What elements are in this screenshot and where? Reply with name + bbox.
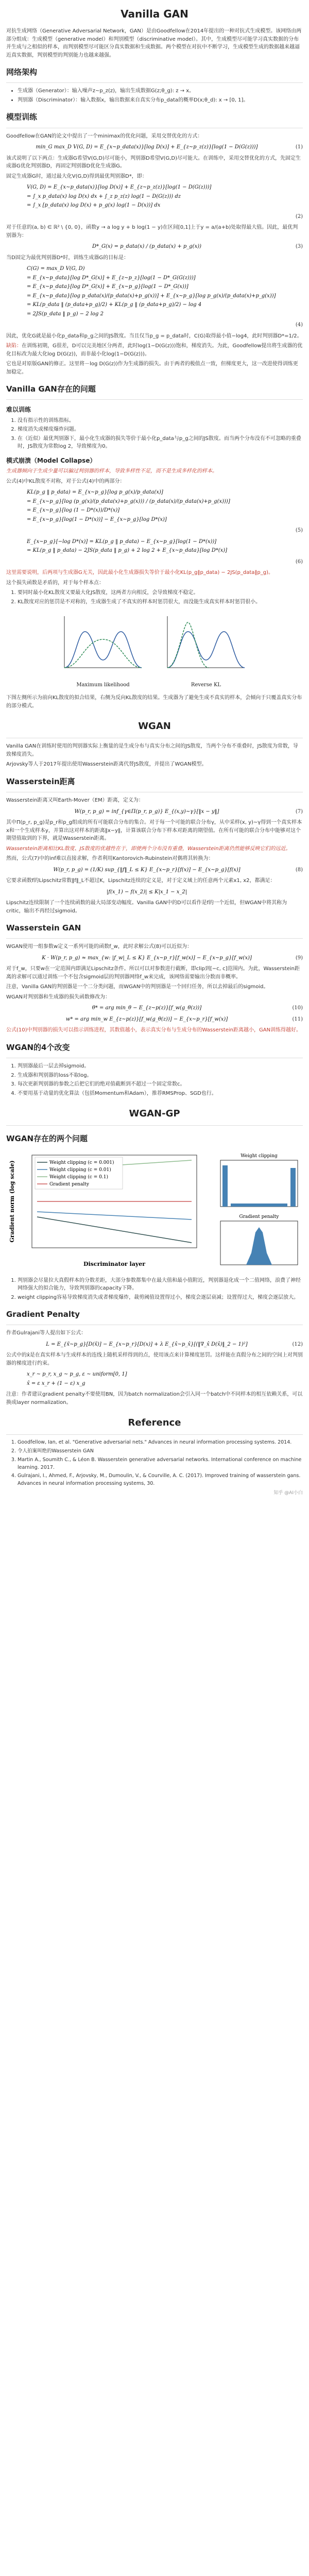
chart-legend [35, 1157, 123, 1189]
equation-block: C(G) = max_D V(G, D) = E_{x∼p_data}[log D*_G(x)] + E_{z∼p_z}[log(1 − D*_G(G(z)))] = E_{x∼p_data}[log D*_G(x)] + E_{x∼p_g}[log(1 − D*_G(x))] = E_{x∼p_data}[log p_data(x)/(p_data(x)+p_g(x))] + E_{x∼p_g}[log p_g(x)/(p_data(x)+p_g(x))] = KL(p_data ‖ (p_data+p_g)/2) + KL(p_g ‖ (p_data+p_g)/2) − log 4 = 2JS(p_data ‖ p_g) − 2 log 2 [27, 266, 276, 317]
histogram-bar [290, 1168, 296, 1207]
paragraph: Arjovsky等人于2017年提出使用Wasserstein距离代替JS散度，并提出了WGAN模型。 [6, 761, 207, 768]
paragraph: 然而，公式(7)中的inf难以直接求解，作者利用Kantorovich-Rubinstein对偶将其转换为： [6, 856, 214, 862]
equation-block: V(G, D) = E_{x∼p_data(x)}[log D(x)] + E_{z∼p_z(z)}[log(1 − D(G(z)))] = ∫_x p_data(x) log D(x) dx + ∫_z p_z(z) log(1 − D(G(z))) dz = ∫_x [p_data(x) log D(x) + p_g(x) log(1 − D(x))] dx [27, 184, 212, 208]
weight-histogram-plot [215, 1150, 303, 1268]
gradient-norm-chart [6, 1150, 202, 1268]
histogram-bar [231, 1204, 287, 1207]
highlight-paragraph: Wasserstein距离相比KL散度、JS散度的优越性在于，即使两个分布没有重叠，Wasserstein距离仍然能够反映它们的远近。 [6, 845, 291, 852]
reference-heading: Reference [128, 1417, 181, 1429]
paragraph: 因此，优化G就是最小化p_data和p_g之间的JS散度。当且仅当p_g = p_data时，C(G)取得最小值−log4，此时判别器D*=1/2。 [6, 333, 302, 339]
figure-panel-right [162, 611, 250, 689]
equation-number: (5) [295, 528, 303, 534]
list-item: 1. 要同时最小化KL散度又要最大化JS散度，这两者方向相反，会导致梯度不稳定。 [18, 589, 303, 597]
paragraph: 该式说明了以下两点：生成器G希望V(G,D)尽可能小，判别器D希望V(G,D)尽可能大。在训练中，采用交替优化的方式，先固定生成器G优化判别器D，再固定判别器D优化生成器G。 [6, 155, 301, 169]
subheading: Gradient Penalty [6, 1310, 80, 1319]
y-axis-label: Gradient norm (log scale) [9, 1160, 15, 1243]
paragraph: 这个损失函数是矛盾的，对于每个样本点： [6, 580, 104, 586]
wgangp-figure [6, 1150, 303, 1272]
reference-item[interactable]: 2. 令人拍案叫绝的Wasserstein GAN [18, 1448, 303, 1455]
list-item: 1. 没有指示性的训练指标。 [18, 417, 303, 425]
problems-list [6, 417, 303, 451]
list-item: 2. 生成器和判别器的loss不取log。 [18, 1072, 303, 1080]
equation-block: x_r ∼ p_r, x_g ∼ p_g, ε ∼ uniform[0, 1] x̂ = ε x_r + (1 − ε) x_g [27, 1371, 127, 1386]
equation: min_G max_D V(G, D) = E_{x∼p_data(x)}[log D(x)] + E_{z∼p_z(z)}[log(1 − D(G(z)))] (1) [36, 144, 303, 150]
paragraph: 固定生成器G时，通过最大化V(G,D)得到最优判别器D*，即： [6, 173, 147, 179]
legend-entry: Weight clipping (c = 0.001) [49, 1160, 114, 1166]
list-item: 1. 判别器会尽量拉大真假样本的分数差距，大部分参数都集中在最大值和最小值附近，判别器退化成一个二值网络，浪费了神经网络强大的拟合能力，导致判别器的capacity下降。 [18, 1277, 303, 1293]
legend-entry: Weight clipping (c = 0.1) [49, 1175, 109, 1180]
histogram-title: Gradient penalty [239, 1214, 279, 1220]
list-item: 3. 在（近似）最优判别器下，最小化生成器的损失等价于最小化p_data与p_g之间的JS散度。而当两个分布没有不可忽略的重叠时，JS散度为常数log 2，导致梯度为0。 [18, 435, 303, 451]
paragraph: 它要求函数f的Lipschitz常数‖f‖_L不超过K，Lipschitz连续的定义是，对于定义域上的任意两个元素x1, x2，都满足： [6, 878, 276, 884]
list-item: • 生成器（Generator）：输入噪声z∼p_z(z)，输出生成数据G(z;θ_g): z → x。 [18, 87, 303, 95]
equation: W(p_r, p_g) = (1/K) sup_{‖f‖_L ≤ K} E_{x∼p_r}[f(x)] − E_{x∼p_g}[f(x)] (8) [53, 867, 303, 873]
equation-block: E_{x∼p_g}[−log D*(x)] = KL(p_g ‖ p_data) − E_{x∼p_g}[log(1 − D*(x))] = KL(p_g ‖ p_data) − 2JS(p_data ‖ p_g) + 2 log 2 + E_{x∼p_data}[log D*(x)] [27, 538, 228, 554]
highlight-paragraph: 这里需要说明，后两项与生成器G无关，因此最小化生成器损失等价于最小化KL(p_g‖p_data) − 2JS(p_data‖p_g)。 [6, 570, 274, 576]
highlight-paragraph: 公式(10)中判别器的损失可以指示训练进程，其数值越小，表示真实分布与生成分布的Wasserstein距离越小，GAN训练得越好。 [6, 1027, 302, 1033]
reverse-kl-plot [162, 611, 250, 678]
mode-collapse-list [6, 589, 303, 606]
paragraph: 注意：作者建议gradient penalty不要使用BN，因为batch normalization会引入同一个batch中不同样本的相互依赖关系，可以换成layer normalization。 [6, 1392, 303, 1405]
wgangp-problems-list [6, 1277, 303, 1302]
paragraph: 它也是对原版GAN的修正。这里将－log D(G(z))作为生成器的损失。由于两者的极值点一致，但梯度更大，这一改进使得训练更加稳定。 [6, 361, 298, 375]
paragraph: WGAN对判别器和生成器的损失函数修改为： [6, 994, 110, 1000]
figure-caption: Reverse KL [191, 682, 221, 688]
list-item: 3. 每次更新判别器的参数之后把它们的绝对值截断到不超过一个固定常数c。 [18, 1080, 303, 1089]
paragraph: 对于任意的(a, b) ∈ ℝ² \ {0, 0}，函数y → a log y + b log(1 − y)在区间[0,1]上于y = a/(a+b)处取得最大值。因此，最优判别器为： [6, 225, 298, 239]
network-heading: 网络架构 [6, 67, 38, 77]
paragraph: 作者Gulrajani等人提出如下公式： [6, 1330, 87, 1336]
legend-entry: Gradient penalty [49, 1182, 89, 1188]
equation: W(p_r, p_g) = inf_{γ∈Π(p_r, p_g)} E_{(x,y)∼γ}[‖x − y‖] (7) [74, 808, 303, 815]
equation-number: (4) [295, 322, 303, 328]
equation: w* = arg min_w E_{z∼p(z)}[f_w(g_θ(z))] − E_{x∼p_r}[f_w(x)] (11) [65, 1016, 303, 1022]
equation: L = E_{x̃∼p_g}[D(x̃)] − E_{x∼p_r}[D(x)] + λ E_{x̂∼p_x̂}[(‖∇_x̂ D(x̂)‖_2 − 1)²] (12) [46, 1341, 303, 1347]
equation: D*_G(x) = p_data(x) / (p_data(x) + p_g(x)) (3) [92, 244, 303, 249]
equation: K · W(p_r, p_g) ≈ max_{w: |f_w|_L ≤ K} E_{x∼p_r}[f_w(x)] − E_{x∼p_g}[f_w(x)] (9) [42, 955, 303, 961]
highlight-paragraph: 生成器倾向于生成少量可以骗过判别器的样本，导致多样性不足，而不是生成多样化的样本。 [6, 468, 217, 474]
divider [6, 82, 303, 83]
watermark: 知乎 @AI小白 [273, 1490, 303, 1496]
list-item: 2. KL散度对应的惩罚是不对称的，生成器生成了不真实的样本时惩罚很大，而没能生成真实样本时惩罚很小。 [18, 598, 303, 606]
paragraph: WGAN使用一组参数w定义一系列可能的函数f_w，此时求解公式(8)可以近似为： [6, 944, 193, 950]
wgangp-heading: WGAN-GP [129, 1108, 180, 1120]
wgan-changes-list [6, 1062, 303, 1097]
reference-item[interactable]: 3. Martin A., Soumith C., & Léon B. Wasserstein generative adversarial networks. International conference on machine learning. 2017. [18, 1456, 303, 1471]
equation-number: (6) [295, 558, 303, 565]
divider [6, 399, 303, 400]
list-item: 1. 判别器最后一层去掉sigmoid。 [18, 1062, 303, 1071]
list-item: 2. weight clipping容易导致梯度消失或者梯度爆炸，裁剪阈值设置得过小，梯度会逐层衰减；设置得过大，梯度会逐层放大。 [18, 1294, 303, 1302]
page-title: Vanilla GAN [121, 8, 188, 20]
paragraph: 缺陷：在训练初期，G很差，D可以完美地区分两者，此时log(1−D(G(z)))饱和，梯度消失。为此，Goodfellow提出将生成器的优化目标改为最大化log D(G(z))，而非最小化log(1−D(G(z)))。 [6, 343, 303, 357]
paragraph: Goodfellow在GAN的论文中提出了一个minimax的优化问题，采用交替优化的方式： [6, 133, 203, 139]
series-line-clip-0.001 [37, 1217, 192, 1243]
figure-panel-left [59, 611, 147, 689]
paragraph: 当D固定为最优判别器D*时，训练生成器G的目标是： [6, 255, 129, 261]
paragraph: Wasserstein距离又叫Earth-Mover（EM）距离，定义为： [6, 798, 144, 804]
paragraph: 公式中的x̂是在真实样本与生成样本的连线上随机采样得到的点，使用该点来计算梯度惩罚。这样能在真假分布之间的空间上对判别器的梯度进行约束。 [6, 1352, 303, 1366]
paragraph: 对于f_w，只要w在一定范围内即满足Lipschitz条件。所以可以对参数进行截断，即clip到[−c, c]范围内。为此，Wasserstein距离的求解可以通过训练一个不包含sigmoid层的判别器网络f_w来完成，该网络需要输出分数而非概率。 [6, 966, 300, 980]
subheading: 模式崩溃（Model Collapse） [6, 456, 96, 464]
equation-number: (2) [295, 213, 303, 219]
equation: θ* = arg min_θ − E_{z∼p(z)}[f_w(g_θ(z))] (10) [92, 1005, 303, 1011]
list-item: • 判别器（Discriminator）：输入数据x，输出数据来自真实分布p_data的概率D(x;θ_d): x → [0, 1]。 [18, 96, 303, 105]
histogram-bar [246, 1227, 272, 1265]
equation-block: KL(p_g ‖ p_data) = E_{x∼p_g}[log p_g(x)/p_data(x)] = E_{x∼p_g}[log (p_g(x)/(p_data(x)+p_g(x))) / (p_data(x)/(p_data(x)+p_g(x)))] = E_{x∼p_g}[log (1 − D*(x))/D*(x)] = E_{x∼p_g}[log(1 − D*(x))] − E_{x∼p_g}[log D*(x)] [27, 489, 230, 522]
histogram-title: Weight clipping [241, 1154, 278, 1159]
subheading: 难以训练 [6, 406, 31, 414]
equation: |f(x_1) − f(x_2)| ≤ K|x_1 − x_2| [106, 889, 187, 895]
paragraph: 下图左侧所示为前向KL散度的拟合结果，右侧为反向KL散度的结果。生成器为了避免生成不真实的样本，会倾向于只覆盖真实分布的部分模式。 [6, 695, 302, 709]
weight-histograms [215, 1150, 303, 1272]
wgan-heading: WGAN [138, 721, 171, 732]
divider [6, 1434, 303, 1435]
kl-figure [6, 611, 303, 689]
model-heading: 模型训练 [6, 112, 38, 122]
divider [6, 938, 303, 939]
subheading: Wasserstein GAN [6, 923, 81, 933]
legend-entry: Weight clipping (c = 0.01) [49, 1167, 111, 1173]
paragraph: 注意，Vanilla GAN的判别器是一个二分类问题，而WGAN中的判别器是一个回归任务，所以去掉最后的sigmoid。 [6, 984, 269, 990]
divider [6, 1125, 303, 1126]
x-axis-label: Discriminator layer [83, 1261, 146, 1268]
reference-list [6, 1439, 303, 1487]
subheading: WGAN的4个改变 [6, 1042, 70, 1052]
reference-item[interactable]: 1. Goodfellow, Ian, et al. "Generative adversarial nets." Advances in neural information processing systems. 2014. [18, 1439, 303, 1447]
series-line-clip-0.01 [37, 1212, 192, 1219]
subheading: WGAN存在的两个问题 [6, 1133, 88, 1143]
network-list [6, 87, 303, 104]
paragraph: 公式(4)中KL散度不对称，对于公式(4)中的两部分： [6, 478, 125, 484]
list-item: 4. 不要用基于动量的优化算法（包括Momentum和Adam），推荐RMSProp、SGD也行。 [18, 1090, 303, 1098]
figure-caption: Maximum likelihood [76, 682, 130, 688]
problems-heading: Vanilla GAN存在的问题 [6, 384, 96, 394]
paragraph: Vanilla GAN在训练时使用的判别器实际上衡量的是生成分布与真实分布之间的JS散度，当两个分布不重叠时，JS散度为常数，导致梯度消失。 [6, 743, 298, 757]
list-item: 2. 梯度消失或梯度爆炸问题。 [18, 426, 303, 434]
paragraph: Lipschitz连续限制了一个连续函数的最大局部变动幅度。Vanilla GAN中的D可以看作是f的一个近似，但WGAN中将其称为critic，输出不再经过sigmoid。 [6, 900, 287, 914]
reference-item[interactable]: 4. Gulrajani, I., Ahmed, F., Arjovsky, M., Dumoulin, V., & Courville, A. C. (2017). Improved training of wasserstein gans. Advances in neural information processing systems, 30. [18, 1472, 303, 1487]
subheading: Wasserstein距离 [6, 776, 75, 786]
paragraph: 其中Π(p_r, p_g)是p_r和p_g组成的所有可能联合分布的集合。对于每一个可能的联合分布γ，从中采样(x, y)∼γ得到一个真实样本x和一个生成样本y，并算出这对样本的距离‖x−y‖，计算该联合分布下样本对距离的期望值。在所有可能的联合分布中能够对这个期望值取到的下界，就是Wasserstein距离。 [6, 820, 302, 842]
intro-paragraph: 对抗生成网络（Generative Adversarial Network，GAN）是由Goodfellow在2014年提出的一种对抗式生成模型。该网络由两部分组成：生成模型（generative model）和判别模型（discriminative model）。其中，生成模型尽可能学习真实数据的分布并生成与之相似的样本，而判别模型尽可能区分真实数据和生成数据。两个模型在对抗中不断学习，生成模型生成的数据越来越逼近真实数据，判别模型的判别能力也越来越强。 [6, 28, 302, 58]
maximum-likelihood-plot [59, 611, 147, 678]
histogram-bar [222, 1165, 228, 1207]
